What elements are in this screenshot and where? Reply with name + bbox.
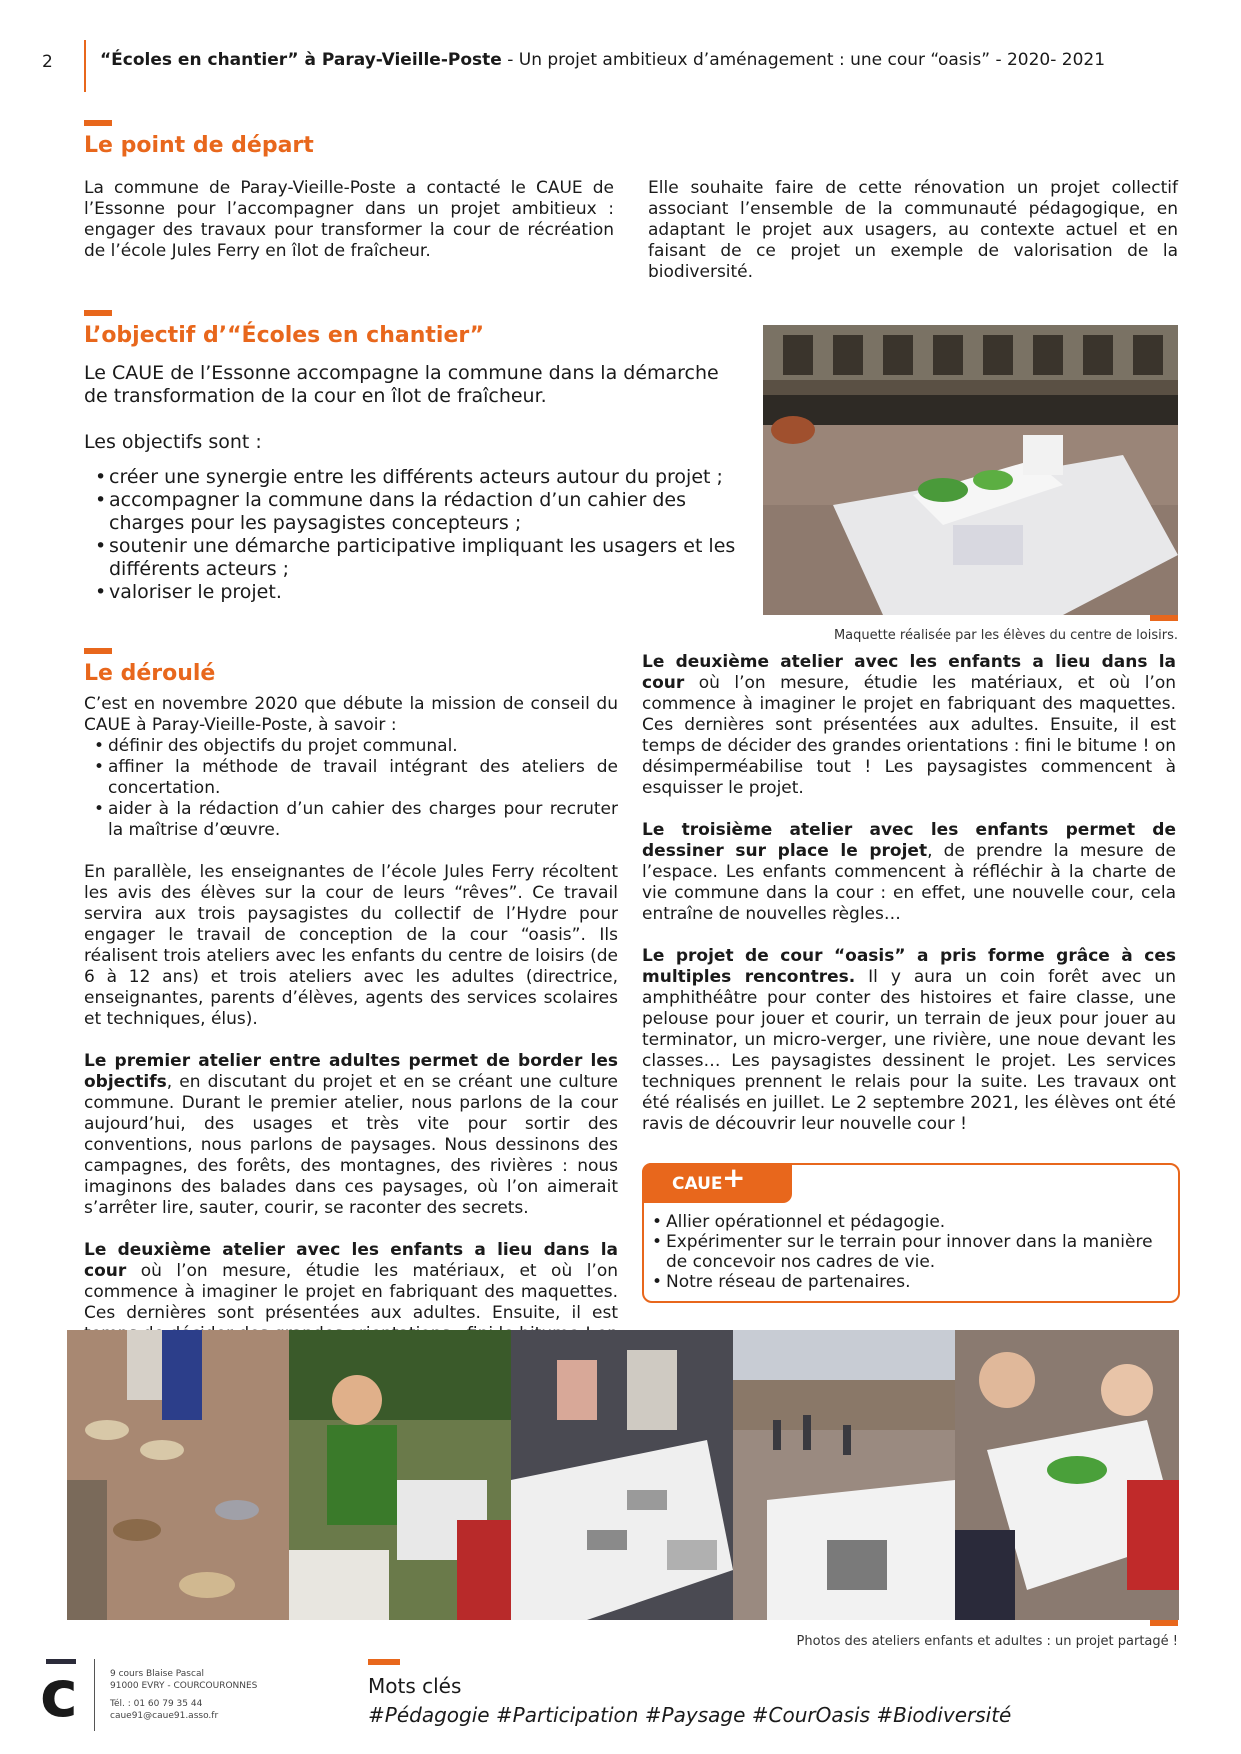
running-header bbox=[100, 50, 1105, 70]
objectif-intro: Le CAUE de l’Essonne accompagne la commune dans la démarche de transformation de la cour en îlot de fraîcheur. bbox=[84, 362, 719, 407]
deroule-p3-rest: , en discutant du projet et en se créant une culture commune. Durant le premier atelier, nous parlons de la cour aujourd’hui, des usages et très vite pour sortir des conventions, nous parlons de paysages. Nous dessinons des campagnes, des forêts, des montagnes, des rivières : nous imaginons des balades dans ces paysages, où l’on aimerait s’arrêter lire, sauter, courir, se raconter des secrets. bbox=[84, 1072, 618, 1218]
keywords-title: Mots clés bbox=[368, 1674, 462, 1698]
list-item: • créer une synergie entre les différents acteurs autour du projet ; bbox=[95, 466, 745, 489]
header-title-rest: - Un projet ambitieux d’aménagement : une cour “oasis” - 2020- 2021 bbox=[501, 50, 1106, 70]
section-title-deroule: Le déroulé bbox=[84, 661, 216, 686]
list-item: • Allier opérationnel et pédagogie. bbox=[652, 1212, 1162, 1232]
objectif-list bbox=[95, 466, 745, 604]
section-accent bbox=[84, 310, 112, 316]
deroule-p4-bold-cont: Le deuxième atelier avec les enfants a lieu dans la cour bbox=[642, 652, 1176, 693]
deroule-col1 bbox=[84, 694, 618, 1323]
photo-1 bbox=[67, 1330, 289, 1620]
deroule-col2 bbox=[642, 652, 1176, 1135]
deroule-p4-rest-cont: où l’on mesure, étudie les matériaux, et où l’on commence à imaginer le projet en fabriquant des maquettes. Ces dernières sont présentées aux adultes. Ensuite, il est temps de décider des grandes orientations : fini le bitume ! on désimperméabilise tout ! Les paysagistes commencent à esquisser le projet. bbox=[642, 673, 1176, 798]
deroule-p3-bold: Le premier atelier entre adultes permet de border les objectifs bbox=[84, 1051, 618, 1092]
deroule-p5 bbox=[642, 820, 1176, 925]
deroule-p6-bold: Le projet de cour “oasis” a pris forme grâce à ces multiples rencontres. bbox=[642, 946, 1176, 987]
strip-caption: Photos des ateliers enfants et adultes : un projet partagé ! bbox=[796, 1634, 1178, 1649]
list-item: • Expérimenter sur le terrain pour innover dans la manière de concevoir nos cadres de vie. bbox=[652, 1232, 1162, 1272]
depart-col2: Elle souhaite faire de cette rénovation un projet collectif associant l’ensemble de la communauté pédagogique, en adaptant le projet aux usagers, au contexte actuel et en faisant de ce projet un exemple de valorisation de la biodiversité. bbox=[648, 178, 1178, 282]
caption-accent bbox=[1150, 1620, 1178, 1626]
caption-accent bbox=[1150, 615, 1178, 621]
keywords: #Pédagogie #Participation #Paysage #CourOasis #Biodiversité bbox=[368, 1703, 1012, 1727]
header-title-bold: “Écoles en chantier” à Paray-Vieille-Poste bbox=[100, 50, 502, 70]
footer-divider bbox=[94, 1659, 95, 1731]
keywords-accent bbox=[368, 1659, 400, 1665]
section-accent bbox=[84, 120, 112, 126]
deroule-p3 bbox=[84, 1051, 618, 1219]
section-title-depart: Le point de départ bbox=[84, 133, 314, 158]
maquette-photo bbox=[763, 325, 1178, 615]
address-line-1: 9 cours Blaise Pascal bbox=[110, 1669, 204, 1679]
deroule-p5-rest: , de prendre la mesure de l’espace. Les enfants commencent à réfléchir à la charte de vie commune dans la cour : en effet, une nouvelle cour, cela entraîne de nouvelles règles… bbox=[642, 841, 1176, 924]
plus-icon: + bbox=[722, 1161, 746, 1194]
list-item: • affiner la méthode de travail intégrant des ateliers de concertation. bbox=[94, 757, 618, 799]
list-item: • aider à la rédaction d’un cahier des charges pour recruter la maîtrise d’œuvre. bbox=[94, 799, 618, 841]
phone: Tél. : 01 60 79 35 44 bbox=[110, 1699, 203, 1709]
caue-plus-tab bbox=[642, 1163, 792, 1203]
list-item: • accompagner la commune dans la rédaction d’un cahier des charges pour les paysagistes concepteurs ; bbox=[95, 489, 745, 535]
deroule-p4-rest: où l’on mesure, étudie les matériaux, et où l’on commence à imaginer le projet en fabriquant des maquettes. Ces dernières sont présentées aux adultes. Ensuite, il est bbox=[84, 1261, 618, 1323]
header-divider bbox=[84, 40, 86, 92]
section-title-objectif: L’objectif d’“Écoles en chantier” bbox=[84, 323, 485, 348]
deroule-p4-start bbox=[84, 1240, 618, 1323]
workshop-photo-strip bbox=[67, 1330, 1179, 1620]
photo-3 bbox=[511, 1330, 733, 1620]
photo-4 bbox=[733, 1330, 955, 1620]
deroule-p6-rest: Il y aura un coin forêt avec un amphithéâtre pour conter des histoires et faire classe, une pelouse pour jouer et courir, un terrain de jeux pour jouer au terminator, un micro-verger, une rivière, une noue devant les classes… Les paysagistes dessinent le projet. Les services techniques prennent le relais pour la suite. Les travaux ont été réalisés en juillet. Le 2 septembre 2021, les élèves ont été ravis de découvrir leur nouvelle cour ! bbox=[642, 967, 1176, 1134]
deroule-p4-continued bbox=[642, 652, 1176, 799]
list-item: • définir des objectifs du projet communal. bbox=[94, 736, 618, 757]
deroule-p2: En parallèle, les enseignantes de l’école Jules Ferry récoltent les avis des élèves sur la cour de leurs “rêves”. Ce travail servira aux trois paysagistes du collectif de l’Hydre pour engager le travail de conception de la cour “oasis”. Ils réalisent trois ateliers avec les enfants du centre de loisirs (de 6 à 12 ans) et trois ateliers avec les adultes (directrice, enseignantes, parents d’élèves, agents des services scolaires et techniques, élus). bbox=[84, 862, 618, 1029]
address-line-2: 91000 EVRY - COURCOURONNES bbox=[110, 1681, 258, 1691]
photo-2 bbox=[289, 1330, 511, 1620]
deroule-p4-bold: Le deuxième atelier avec les enfants a lieu dans la cour bbox=[84, 1240, 618, 1281]
deroule-list bbox=[84, 736, 618, 841]
objectif-list-intro: Les objectifs sont : bbox=[84, 431, 262, 453]
depart-col1: La commune de Paray-Vieille-Poste a contacté le CAUE de l’Essonne pour l’accompagner dans un projet ambitieux : engager des travaux pour transformer la cour de récréation de l’école Jules Ferry en îlot de fraîcheur. bbox=[84, 178, 614, 261]
page-number: 2 bbox=[42, 52, 53, 72]
caue-logo: c bbox=[40, 1658, 78, 1732]
deroule-p6 bbox=[642, 946, 1176, 1135]
caue-plus-list bbox=[652, 1212, 1162, 1292]
list-item: • valoriser le projet. bbox=[95, 581, 745, 604]
deroule-p1: C’est en novembre 2020 que débute la mission de conseil du CAUE à Paray-Vieille-Poste, à savoir : bbox=[84, 694, 618, 735]
email: caue91@caue91.asso.fr bbox=[110, 1711, 219, 1721]
deroule-p5-bold: Le troisième atelier avec les enfants permet de dessiner sur place le projet bbox=[642, 820, 1176, 861]
maquette-caption: Maquette réalisée par les élèves du centre de loisirs. bbox=[833, 628, 1178, 643]
list-item: • soutenir une démarche participative impliquant les usagers et les différents acteurs ; bbox=[95, 535, 745, 581]
caue-tab-label: CAUE bbox=[672, 1174, 723, 1194]
section-accent bbox=[84, 648, 112, 654]
list-item: • Notre réseau de partenaires. bbox=[652, 1272, 1162, 1292]
photo-5 bbox=[955, 1330, 1179, 1620]
footer-address bbox=[110, 1668, 257, 1722]
